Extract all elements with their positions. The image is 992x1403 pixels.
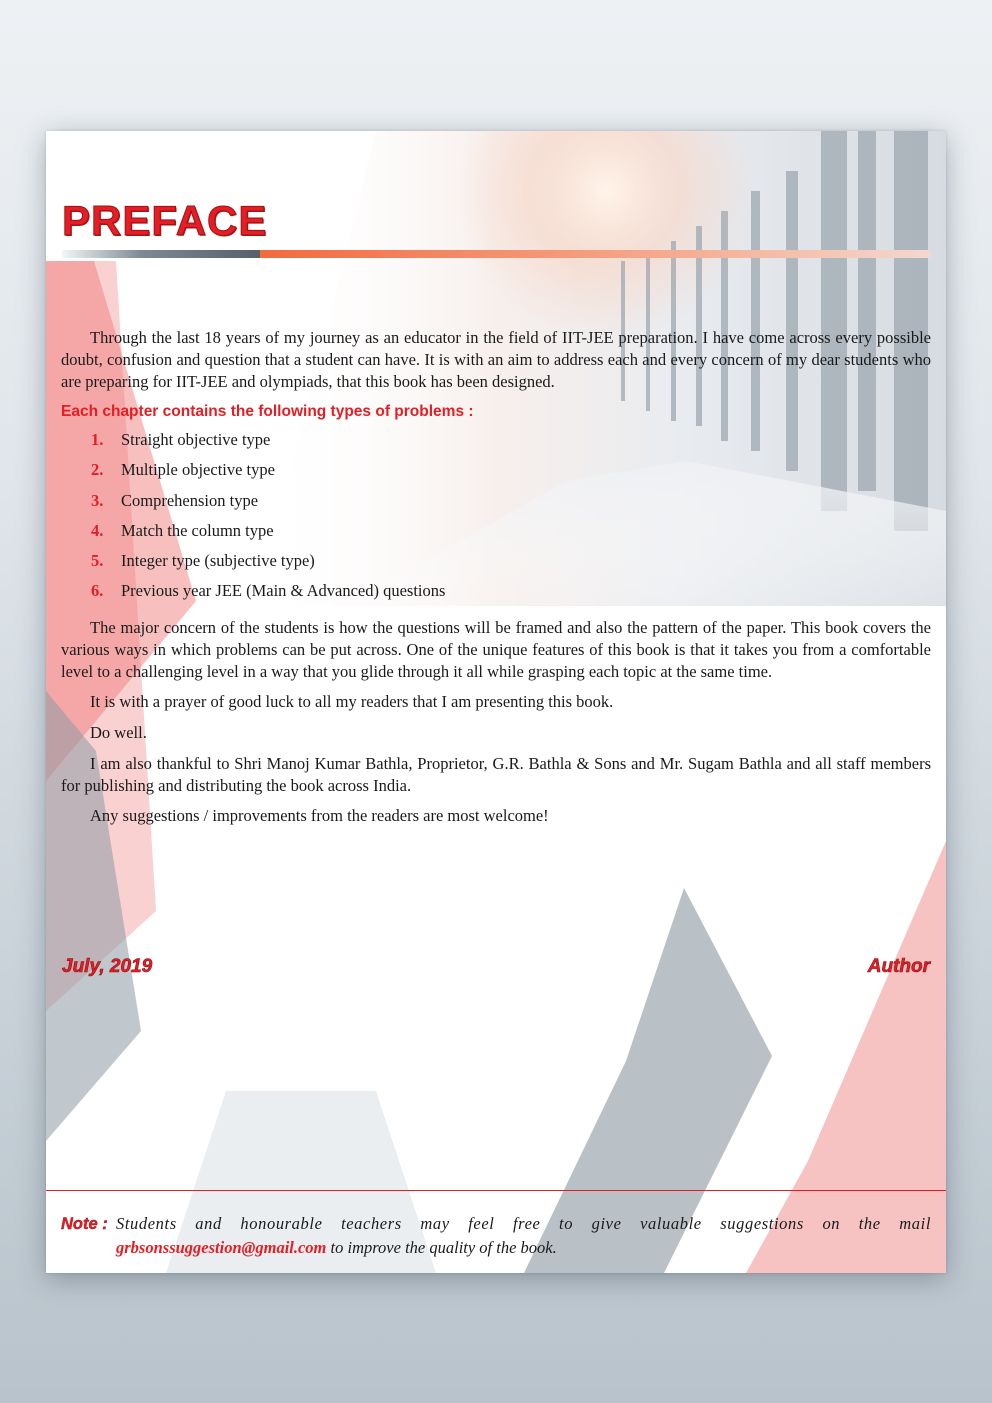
title-rule-dark bbox=[62, 250, 260, 258]
signature-date: July, 2019 bbox=[62, 956, 153, 977]
signature-author: Author bbox=[867, 956, 930, 977]
item-number: 3. bbox=[91, 490, 104, 510]
title-rule-accent bbox=[260, 250, 930, 258]
list-item bbox=[61, 520, 931, 550]
note-label: Note : bbox=[61, 1215, 108, 1233]
item-label: Integer type (subjective type) bbox=[121, 551, 315, 571]
list-item bbox=[61, 490, 931, 520]
intro-paragraph: Through the last 18 years of my journey as an educator in the field of IIT-JEE preparation. I have come across every possible doubt, confusion and question that a student can have. It is with an aim to address each and every concern of my dear students who are preparing for IIT-JEE and olympiads, that this book has been designed. bbox=[61, 328, 931, 391]
list-item bbox=[61, 550, 931, 580]
item-number: 6. bbox=[91, 581, 104, 601]
item-number: 5. bbox=[91, 551, 104, 571]
item-number: 4. bbox=[91, 520, 104, 540]
problem-types-list bbox=[61, 429, 931, 611]
note-email-link[interactable]: grbsonssuggestion@gmail.com bbox=[116, 1238, 327, 1257]
note-text: Students and honourable teachers may feel free to give valuable suggestions on the mail bbox=[116, 1214, 931, 1233]
preface-body bbox=[61, 327, 931, 835]
paragraph-prayer: It is with a prayer of good luck to all my readers that I am presenting this book. bbox=[90, 691, 614, 711]
paragraph-thanks: I am also thankful to Shri Manoj Kumar Bathla, Proprietor, G.R. Bathla & Sons and Mr. Sugam Bathla and all staff members for publishing and distributing the book across India. bbox=[61, 753, 931, 795]
list-item bbox=[61, 429, 931, 459]
problem-types-heading: Each chapter contains the following types of problems : bbox=[61, 403, 474, 420]
item-label: Previous year JEE (Main & Advanced) questions bbox=[121, 581, 446, 601]
item-number: 1. bbox=[91, 430, 104, 449]
item-label: Multiple objective type bbox=[121, 460, 275, 480]
preface-page bbox=[46, 131, 946, 1273]
item-number: 2. bbox=[91, 460, 104, 480]
item-label: Straight objective type bbox=[121, 430, 271, 449]
page-title: PREFACE bbox=[62, 197, 268, 244]
item-label: Match the column type bbox=[121, 520, 274, 540]
note-text-end: to improve the quality of the book. bbox=[326, 1238, 557, 1257]
paragraph-concern: The major concern of the students is how the questions will be framed and also the pattern of the paper. This book covers the various ways in which problems can be put across. One of the unique features of this book is that it takes you from a comfortable level to a challenging level in a way that you glide through it all while grasping each topic at the same time. bbox=[61, 617, 931, 681]
paragraph-suggestions: Any suggestions / improvements from the readers are most welcome! bbox=[90, 805, 549, 825]
list-item bbox=[61, 459, 931, 489]
paragraph-do-well: Do well. bbox=[90, 722, 147, 742]
note-block bbox=[61, 1212, 931, 1260]
list-item bbox=[61, 580, 931, 610]
note-divider bbox=[46, 1190, 946, 1191]
item-label: Comprehension type bbox=[121, 490, 259, 510]
